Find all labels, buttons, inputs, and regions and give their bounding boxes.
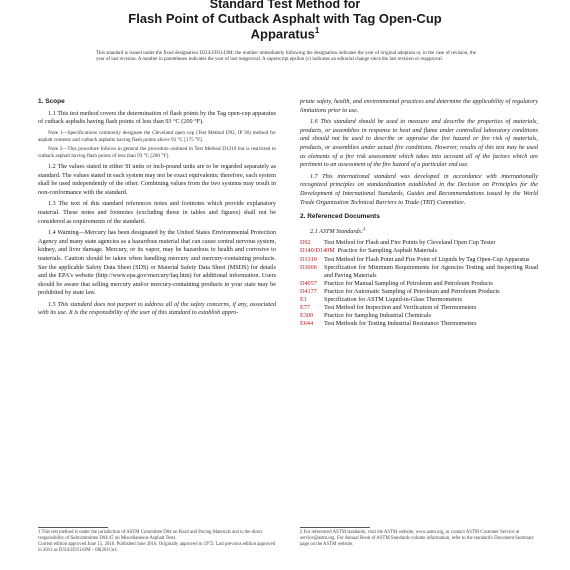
- preface-paragraph: This standard is issued under the fixed designation D3143/D3143M; the number immediately following the designation indicates the year of original adoption or, in the case of revision, the year of last revision. A number in parentheses indicates the year of last reapproval. A superscript epsilon (ε) indicates an editorial change since the last revision or reapproval.: [96, 51, 476, 63]
- reference-title: Practice for Automatic Sampling of Petroleum and Petroleum Products: [324, 287, 500, 295]
- reference-item: [300, 256, 538, 264]
- reference-code-link[interactable]: E644: [300, 320, 314, 328]
- reference-code-link[interactable]: D4177: [300, 287, 317, 295]
- note-1: Note 1—Specifications commonly designate the Cleveland open cup (Test Method D92, IP 36) method for asphalt cements and cutback asphalts having flash points above 93 °C [175 °F].: [38, 129, 276, 143]
- reference-title: Specification for ASTM Liquid-in-Glass Thermometers: [324, 296, 463, 304]
- title-line-3-text: Apparatus: [250, 26, 315, 42]
- paragraph-1-5-continued: priate safety, health, and environmental practices and determine the applicability of regulatory limitations prior to use.: [300, 98, 538, 114]
- reference-item: [300, 312, 538, 320]
- reference-item: [300, 280, 538, 288]
- reference-item: [300, 296, 538, 304]
- right-column: [300, 98, 538, 328]
- paragraph-1-6: 1.6 This standard should be used to measure and describe the properties of materials, products, or assemblies in response to heat and flame under controlled laboratory conditions and should not be used to describe or appraise the fire hazard or fire risk of materials, products, or assemblies under actual fire conditions. However, results of this test may be used as elements of a fire risk assessment which takes into account all of the factors which are pertinent to an assessment of the fire hazard of a particular end use.: [300, 118, 538, 169]
- paragraph-1-5: 1.5 This standard does not purport to address all of the safety concerns, if any, associated with its use. It is the responsibility of the user of this standard to establish appro-: [38, 300, 276, 317]
- footnote-right: 2 For referenced ASTM standards, visit the ASTM website, www.astm.org, or contact ASTM Customer Service at service@astm.org. For Annual Book of ASTM Standards volume information, refer to the standard's Document Summary page on the ASTM website.: [300, 530, 534, 547]
- paragraph-2-1: [300, 225, 538, 237]
- title-line-3: [0, 26, 570, 41]
- paragraph-1-3: 1.3 The text of this standard references notes and footnotes which provide explanatory material. These notes and footnotes (excluding those in tables and figures) shall not be considered as requirements of the standard.: [38, 200, 276, 225]
- title-footnote-mark: 1: [314, 26, 320, 35]
- paragraph-1-2: 1.2 The values stated in either SI units or inch-pound units are to be regarded separately as standard. The values stated in each system may not be exact equivalents; therefore, each system shall be used independently of the other. Combining values from the two systems may result in non-conformance with the standard.: [38, 162, 276, 196]
- reference-item: [300, 304, 538, 312]
- reference-code-link[interactable]: D4057: [300, 279, 317, 287]
- reference-item: [300, 247, 538, 255]
- section-2-heading: 2. Referenced Documents: [300, 213, 380, 221]
- section-1-heading: 1. Scope: [38, 98, 65, 105]
- reference-title: Practice for Sampling Industrial Chemicals: [324, 312, 431, 320]
- reference-code-link[interactable]: E1: [300, 296, 307, 304]
- footnote-rule-right: [300, 527, 370, 528]
- reference-title: Test Method for Flash Point and Fire Point of Liquids by Tag Open-Cup Apparatus: [324, 255, 530, 263]
- reference-code-link[interactable]: D140/D140M: [300, 247, 335, 255]
- paragraph-1-7: 1.7 This international standard was developed in accordance with internationally recognized principles on standardization established in the Decision on Principles for the Development of International Standards, Guides and Recommendations issued by the World Trade Organization Technical Barriers to Trade (TBT) Committee.: [300, 172, 538, 206]
- footnote-rule-left: [38, 527, 108, 528]
- reference-code-link[interactable]: D92: [300, 239, 311, 247]
- paragraph-2-1-footnote-mark: 2: [363, 225, 366, 231]
- paragraph-1-1: 1.1 This test method covers the determination of flash points by the Tag open-cup apparatus of cutback asphalts having flash points of less than 93 °C (200 °F).: [38, 109, 276, 126]
- left-column: [38, 98, 276, 321]
- reference-title: Test Methods for Testing Industrial Resistance Thermometers: [324, 320, 477, 328]
- reference-title: Specification for Minimum Requirements for Agencies Testing and Inspecting Road and Paving Materials: [324, 263, 538, 279]
- reference-title: Practice for Sampling Asphalt Materials: [337, 247, 438, 255]
- reference-code-link[interactable]: D1310: [300, 255, 317, 263]
- title-line-1: Standard Test Method for: [209, 0, 361, 11]
- reference-title: Practice for Manual Sampling of Petroleum and Petroleum Products: [324, 279, 493, 287]
- title-line-2: Flash Point of Cutback Asphalt with Tag Open-Cup: [128, 11, 442, 26]
- reference-code-link[interactable]: E77: [300, 304, 310, 312]
- reference-item: [300, 239, 538, 247]
- paragraph-2-1-text: 2.1 ASTM Standards:: [310, 227, 364, 235]
- paragraph-1-4: 1.4 Warning—Mercury has been designated by the United States Environmental Protection Agency and many state agencies as a hazardous material that can cause central nervous system, kidney, and liver damage. Mercury, or its vapor, may be hazardous to health and corrosive to materials. Caution should be taken when handling mercury and mercury-containing products. See the applicable Safety Data Sheet (SDS) or Material Safety Data Sheet (MSDS) for details and the EPA's website (http://www.epa.gov/mercury/faq.htm) for additional information. Users should be aware that selling mercury and/or mercury-containing products in your state may be prohibited by state law.: [38, 229, 276, 297]
- reference-title: Test Method for Inspection and Verification of Thermometers: [324, 304, 477, 312]
- reference-code-link[interactable]: D3666: [300, 263, 317, 271]
- referenced-documents-list: [300, 239, 538, 328]
- note-2: Note 2—This procedure follows in general the procedure outlined in Test Method D1310 but is restricted to cutback asphalt having flash points of less than 93 °C [200 °F].: [38, 146, 276, 160]
- reference-item: [300, 320, 538, 328]
- reference-item: [300, 288, 538, 296]
- reference-code-link[interactable]: E300: [300, 312, 314, 320]
- reference-title: Test Method for Flash and Fire Points by Cleveland Open Cup Tester: [324, 239, 496, 247]
- footnote-left: 1 This test method is under the jurisdiction of ASTM Committee D04 on Road and Paving Materials and is the direct responsibility of Subcommittee D04.47 on Miscellaneous Asphalt Tests. Current edition approved June 15, 2016. Published June 2016. Originally approved in 1972. Last previous edition approved in 2011 as D3143/D3143M – 08(2011)ε1.: [38, 530, 276, 553]
- reference-item: [300, 264, 538, 280]
